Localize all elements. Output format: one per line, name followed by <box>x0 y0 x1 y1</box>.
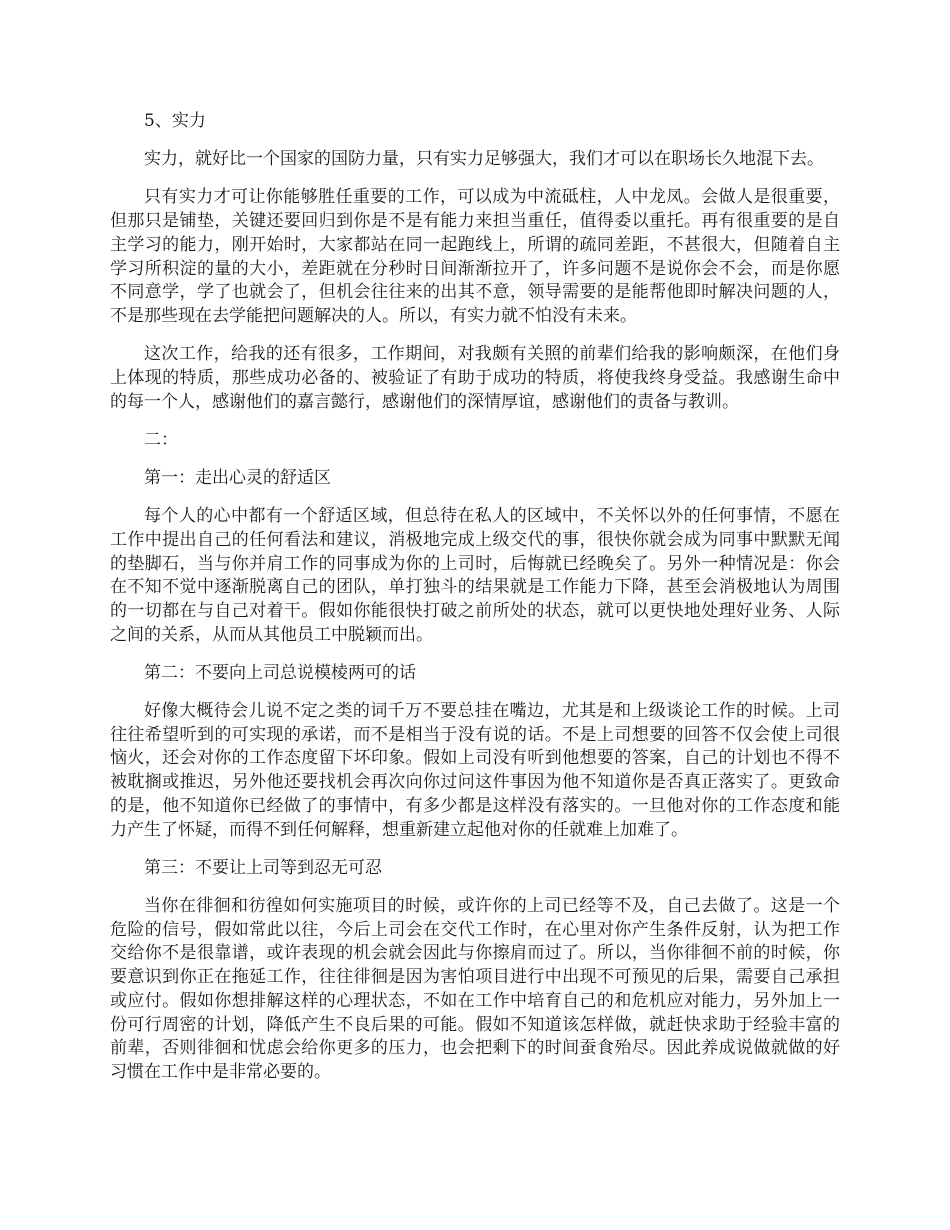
paragraph: 只有实力才可让你能够胜任重要的工作，可以成为中流砥柱，人中龙凤。会做人是很重要，但那只是铺垫，关键还要回归到你是不是有能力来担当重任，值得委以重托。再有很重要的是自主学习的能力，刚开始时，大家都站在同一起跑线上，所谓的疏同差距，不甚很大，但随着自主学习所积淀的量的大小，差距就在分秒时日间渐渐拉开了，许多问题不是说你会不会，而是你愿不同意学，学了也就会了，但机会往往来的出其不意，领导需要的是能帮他即时解决问题的人，不是那些现在去学能把问题解决的人。所以，有实力就不怕没有未来。 <box>110 187 840 326</box>
section-heading-part-two: 二： <box>144 429 178 450</box>
paragraph: 实力，就好比一个国家的国防力量，只有实力足够强大，我们才可以在职场长久地混下去。 <box>144 149 824 170</box>
document-page <box>110 110 840 1099</box>
section-heading-strength: 5、实力 <box>144 111 206 131</box>
paragraph: 每个人的心中都有一个舒适区域，但总待在私人的区域中，不关怀以外的任何事情，不愿在工作中提出自己的任何看法和建议，消极地完成上级交代的事，很快你就会成为同事中默默无闻的垫脚石，当与你并肩工作的同事成为你的上司时，后悔就已经晚矣了。另外一种情况是：你会在不知不觉中逐渐脱离自己的团队，单打独斗的结果就是工作能力下降，甚至会消极地认为周围的一切都在与自己对着干。假如你能很快打破之前所处的状态，就可以更快地处理好业务、人际之间的关系，从而从其他员工中脱颖而出。 <box>110 506 840 645</box>
subheading-third: 第三：不要让上司等到忍无可忍 <box>144 857 382 878</box>
paragraph: 这次工作，给我的还有很多，工作期间，对我颇有关照的前辈们给我的影响颇深，在他们身上体现的特质，那些成功必备的、被验证了有助于成功的特质，将使我终身受益。我感谢生命中的每一个人，感谢他们的嘉言懿行，感谢他们的深情厚谊，感谢他们的责备与教训。 <box>110 344 840 412</box>
paragraph: 好像大概待会儿说不定之类的词千万不要总挂在嘴边，尤其是和上级谈论工作的时候。上司往往希望听到的可实现的承诺，而不是相当于没有说的话。不是上司想要的回答不仅会使上司很恼火，还会对你的工作态度留下坏印象。假如上司没有听到他想要的答案，自己的计划也不得不被耽搁或推迟，另外他还要找机会再次向你过问这件事因为他不知道你是否真正落实了。更致命的是，他不知道你已经做了的事情中，有多少都是这样没有落实的。一旦他对你的工作态度和能力产生了怀疑，而得不到任何解释，想重新建立起他对你的任就难上加难了。 <box>110 701 840 840</box>
subheading-first: 第一：走出心灵的舒适区 <box>144 467 331 488</box>
subheading-second: 第二：不要向上司总说模棱两可的话 <box>144 662 416 683</box>
paragraph: 当你在徘徊和彷徨如何实施项目的时候，或许你的上司已经等不及，自己去做了。这是一个危险的信号，假如常此以往，今后上司会在交代工作时，在心里对你产生条件反射，认为把工作交给你不是很靠谱，或许表现的机会就会因此与你擦肩而过了。所以，当你徘徊不前的时候，你要意识到你正在拖延工作，往往徘徊是因为害怕项目进行中出现不可预见的后果，需要自己承担或应付。假如你想排解这样的心理状态，不如在工作中培育自己的和危机应对能力，另外加上一份可行周密的计划，降低产生不良后果的可能。假如不知道该怎样做，就赶快求助于经验丰富的前辈，否则徘徊和忧虑会给你更多的压力，也会把剩下的时间蚕食殆尽。因此养成说做就做的好习惯在工作中是非常必要的。 <box>110 895 840 1082</box>
